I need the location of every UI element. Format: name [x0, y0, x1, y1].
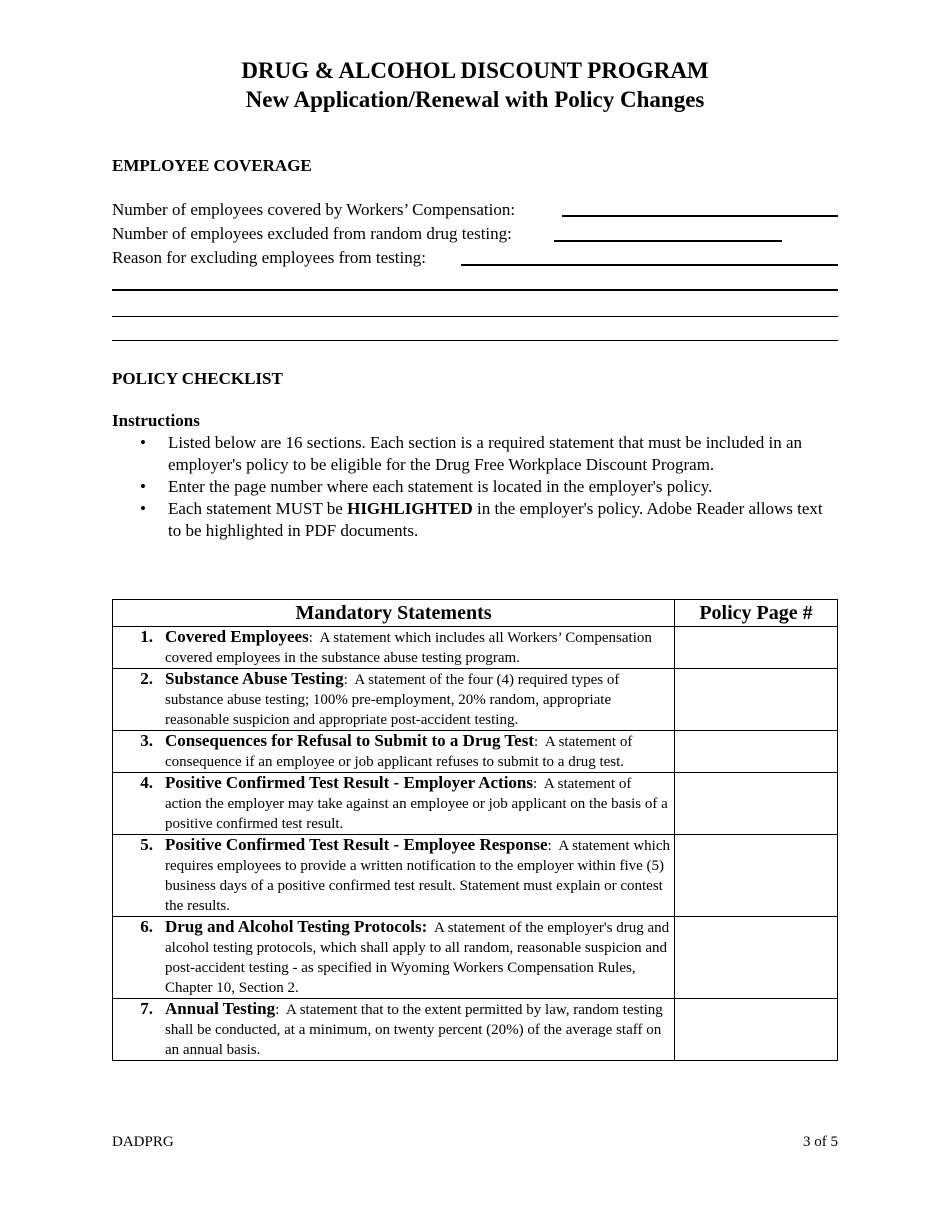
statement-separator: : [275, 1002, 286, 1018]
bullet-icon: • [140, 433, 146, 452]
instruction-text-post: in the employer's policy. Adobe Reader allows text to be highlighted in PDF documents. [168, 499, 823, 540]
statement-number: 3. [140, 731, 153, 750]
excluded-employees-field[interactable] [554, 240, 782, 242]
statement-text: A statement of the four (4) required types of substance abuse testing; 100% pre-employment, 20% random, appropriate reasonable suspicion and appropriate post-accident testing. [165, 672, 620, 728]
bullet-icon: • [140, 499, 146, 518]
exclusion-reason-field[interactable] [461, 264, 838, 266]
statement-title: Drug and Alcohol Testing Protocols: [165, 917, 428, 936]
instructions-heading: Instructions [112, 411, 200, 430]
statement-number: 7. [140, 999, 153, 1018]
statement-separator: : [533, 776, 544, 792]
employee-coverage-heading: EMPLOYEE COVERAGE [112, 156, 312, 175]
instruction-text-pre: Each statement MUST be [168, 499, 348, 518]
exclusion-reason-label: Reason for excluding employees from testing: [112, 248, 426, 267]
instructions-list [112, 432, 838, 542]
table-header-row [113, 600, 838, 627]
statement-text: A statement which requires employees to provide a written notification to the employer within five (5) business days of a positive confirmed test result. Statement must explain or contest the results. [165, 838, 670, 914]
bullet-icon: • [140, 477, 146, 496]
covered-employees-field[interactable] [562, 215, 838, 217]
statement-cell [113, 773, 675, 835]
statement-number: 2. [140, 669, 153, 688]
policy-page-input[interactable] [675, 917, 838, 999]
statement-cell [113, 999, 675, 1061]
statement-title: Positive Confirmed Test Result - Employer Actions [165, 773, 534, 792]
column-header-statements: Mandatory Statements [113, 600, 675, 627]
column-header-policy-page: Policy Page # [675, 600, 838, 627]
policy-page-input[interactable] [675, 669, 838, 731]
policy-checklist-heading: POLICY CHECKLIST [112, 369, 283, 388]
table-row [113, 999, 838, 1061]
policy-page-input[interactable] [675, 731, 838, 773]
policy-page-input[interactable] [675, 773, 838, 835]
footer-page-number: 3 of 5 [803, 1134, 838, 1150]
statement-text: A statement of the employer's drug and alcohol testing protocols, which shall apply to all random, reasonable suspicion and post-accident testing - as specified in Wyoming Workers Compensation Rules, Chapter 10, Section 2. [165, 920, 670, 996]
statement-separator: : [534, 734, 545, 750]
document-title: DRUG & ALCOHOL DISCOUNT PROGRAM [241, 58, 709, 83]
instruction-text: Enter the page number where each statement is located in the employer's policy. [168, 477, 713, 496]
statement-text: A statement of action the employer may take against an employee or job applicant on the basis of a positive confirmed test result. [165, 776, 668, 832]
mandatory-statements-table [112, 599, 838, 1061]
policy-page-input[interactable] [675, 999, 838, 1061]
statement-cell [113, 835, 675, 917]
statement-title: Covered Employees [165, 627, 309, 646]
statement-cell [113, 627, 675, 669]
table-row [113, 731, 838, 773]
table-row [113, 835, 838, 917]
table-row [113, 669, 838, 731]
statement-title: Annual Testing [165, 999, 276, 1018]
statement-separator [427, 920, 434, 936]
statement-title: Consequences for Refusal to Submit to a Drug Test [165, 731, 534, 750]
instruction-item [112, 476, 838, 498]
statement-text: A statement that to the extent permitted by law, random testing shall be conducted, at a minimum, on twenty percent (20%) of the average staff on an annual basis. [165, 1002, 663, 1058]
statement-separator: : [308, 630, 320, 646]
policy-page-input[interactable] [675, 835, 838, 917]
exclusion-reason-line-2[interactable] [112, 289, 838, 291]
table-row [113, 773, 838, 835]
document-subtitle: New Application/Renewal with Policy Changes [245, 87, 705, 112]
exclusion-reason-line-3[interactable] [112, 316, 838, 317]
statement-number: 1. [140, 627, 153, 646]
statement-separator: : [343, 672, 355, 688]
table-row [113, 627, 838, 669]
statement-cell [113, 917, 675, 999]
statement-number: 5. [140, 835, 153, 854]
instruction-item [112, 432, 838, 476]
instruction-text: Listed below are 16 sections. Each section is a required statement that must be included in an employer's policy to be eligible for the Drug Free Workplace Discount Program. [168, 433, 803, 474]
excluded-employees-label: Number of employees excluded from random drug testing: [112, 224, 512, 243]
statement-cell [113, 669, 675, 731]
instruction-emphasis: HIGHLIGHTED [347, 499, 473, 518]
table-row [113, 917, 838, 999]
statement-cell [113, 731, 675, 773]
statement-number: 6. [140, 917, 153, 936]
statement-title: Substance Abuse Testing [165, 669, 344, 688]
footer-form-code: DADPRG [112, 1134, 174, 1150]
statement-separator: : [547, 838, 559, 854]
statement-number: 4. [140, 773, 153, 792]
policy-page-input[interactable] [675, 627, 838, 669]
statement-title: Positive Confirmed Test Result - Employee Response [165, 835, 548, 854]
statement-text: A statement which includes all Workers’ Compensation covered employees in the substance abuse testing program. [165, 630, 652, 666]
covered-employees-label: Number of employees covered by Workers’ Compensation: [112, 200, 516, 219]
instruction-item [112, 498, 838, 542]
exclusion-reason-line-4[interactable] [112, 340, 838, 341]
statement-text: A statement of consequence if an employee or job applicant refuses to submit to a drug test. [165, 734, 633, 770]
